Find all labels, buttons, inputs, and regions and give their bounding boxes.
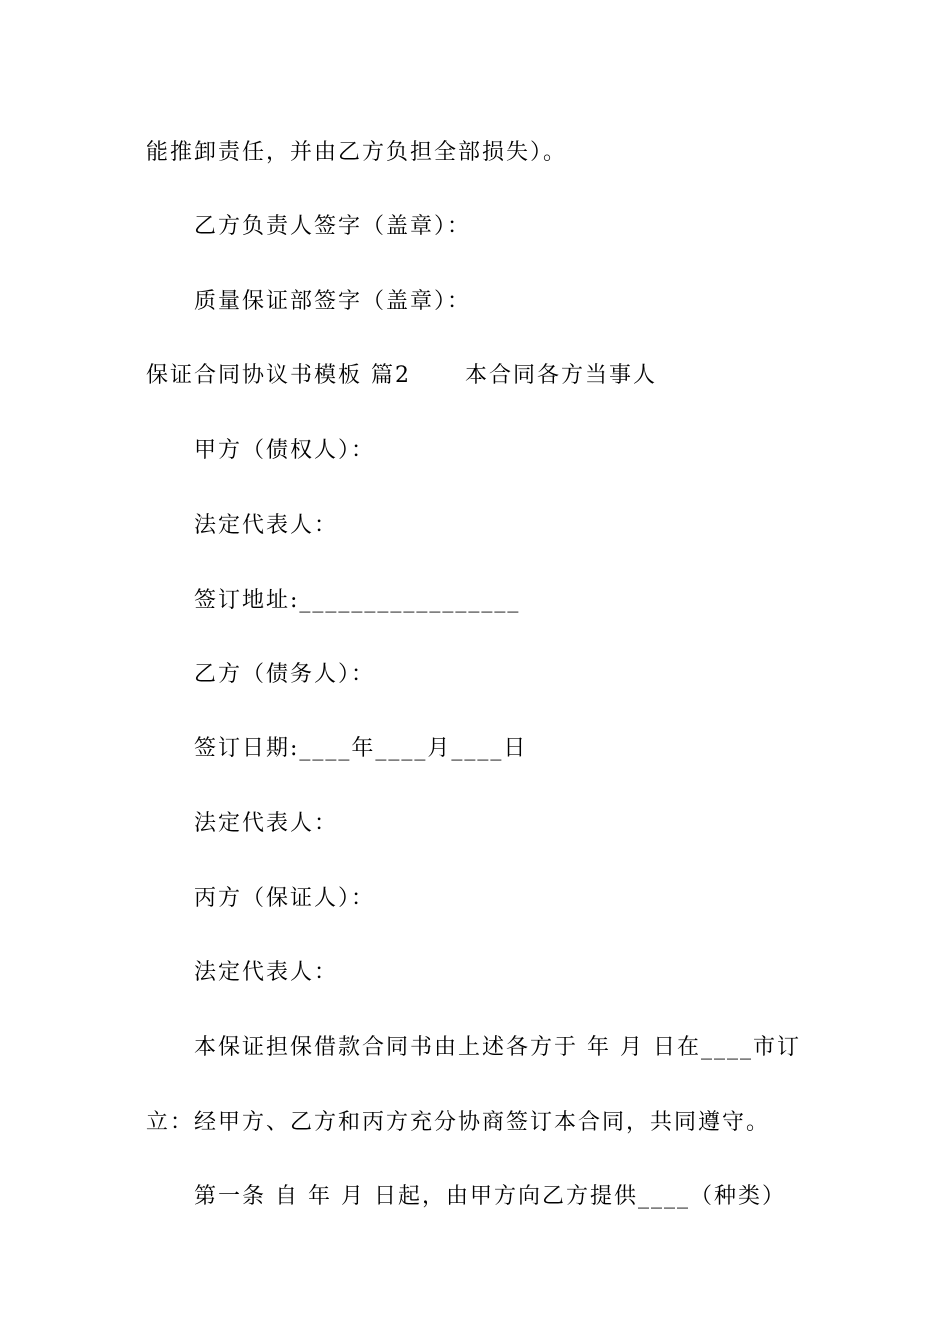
party-a-label: 甲方（债权人）： (194, 438, 376, 463)
article-one-line: 第一条 自 年 月 日起，由甲方向乙方提供____（种类） (194, 1184, 786, 1209)
contract-intro-line-1: 本保证担保借款合同书由上述各方于 年 月 日在____市订 (194, 1035, 801, 1060)
party-a-legal-rep: 法定代表人： (194, 513, 339, 538)
contract-intro-line-2: 立：经甲方、乙方和丙方充分协商签订本合同，共同遵守。 (146, 1110, 771, 1135)
party-b-label: 乙方（债务人）： (194, 662, 376, 687)
party-b-signature-line: 乙方负责人签字（盖章）： (194, 214, 472, 239)
paragraph-line-liability: 能推卸责任，并由乙方负担全部损失）。 (146, 140, 568, 165)
signing-address: 签订地址:_________________ (194, 588, 521, 613)
section-heading: 保证合同协议书模板 篇2 本合同各方当事人 (146, 363, 657, 388)
party-c-label: 丙方（保证人）： (194, 886, 376, 911)
signing-date: 签订日期:____年____月____日 (194, 736, 528, 761)
party-b-legal-rep: 法定代表人： (194, 811, 339, 836)
quality-dept-signature-line: 质量保证部签字（盖章）： (194, 289, 472, 314)
party-c-legal-rep: 法定代表人： (194, 960, 339, 985)
